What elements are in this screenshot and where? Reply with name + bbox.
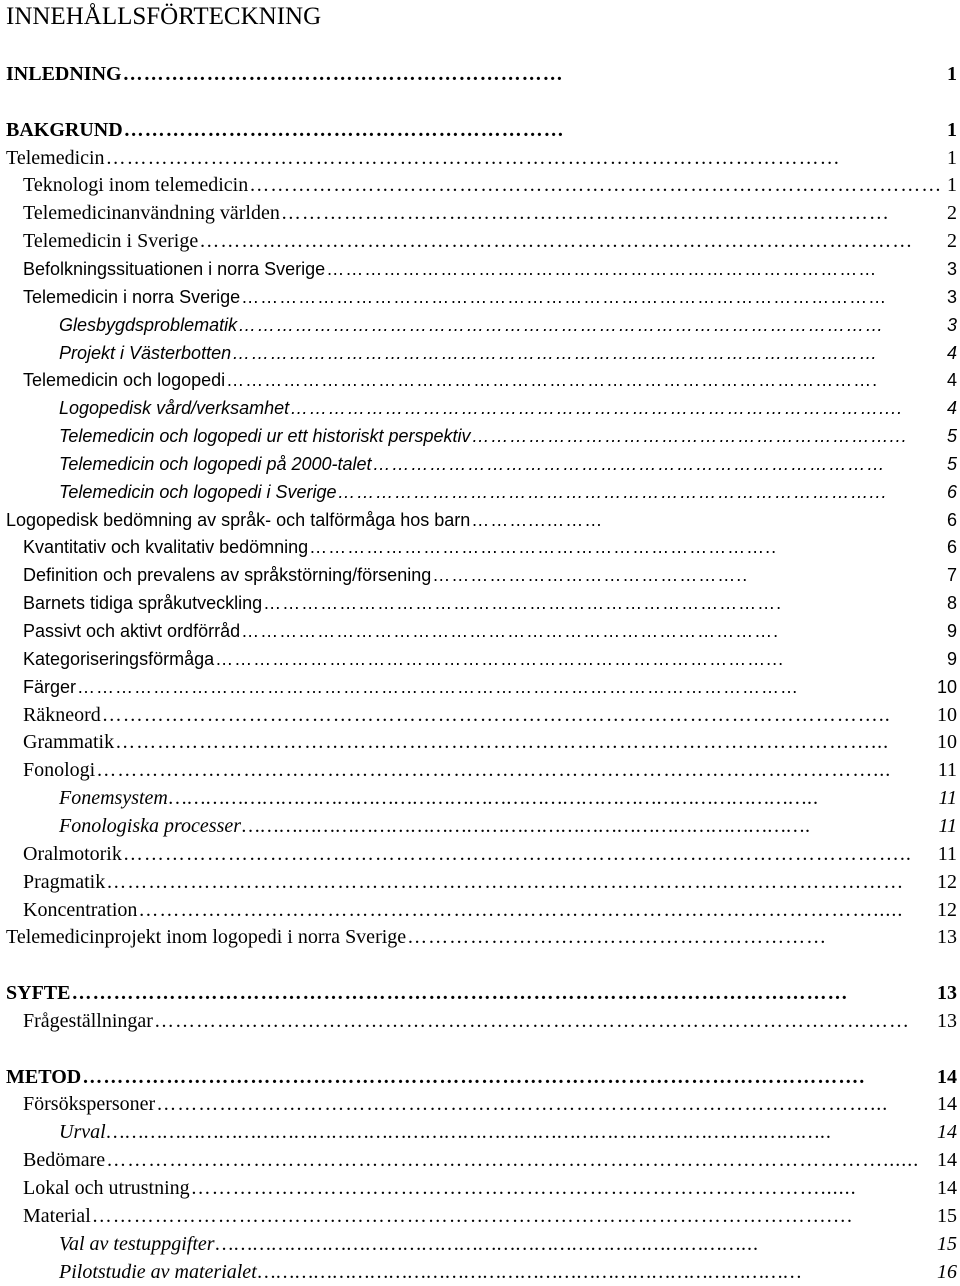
toc-entry-title: Urval	[59, 1121, 106, 1143]
toc-entry-title: Telemedicin i Sverige	[23, 230, 199, 252]
toc-entry-leader: …………………………………………………………………………...	[215, 1233, 760, 1255]
toc-entry[interactable]	[0, 589, 957, 617]
toc-entry-leader: ……………………………………………………………………………….	[242, 815, 812, 837]
toc-entry-page-number: 13	[937, 982, 957, 1004]
toc-entry[interactable]	[0, 199, 957, 227]
toc-entry-title: Bedömare	[23, 1149, 106, 1171]
toc-entry-page-number: 1	[947, 174, 957, 196]
toc-entry[interactable]	[0, 701, 957, 729]
toc-entry-page-number: 3	[946, 315, 957, 335]
toc-entry-title: Telemedicin och logopedi ur ett historiskt perspektiv	[59, 426, 471, 446]
toc-entry[interactable]	[0, 1090, 957, 1118]
toc-entry-title: Telemedicin och logopedi	[23, 370, 226, 390]
toc-entry-title: Telemedicinanvändning världen	[23, 202, 280, 224]
toc-entry-title: Räkneord	[23, 704, 101, 726]
toc-entry[interactable]	[0, 645, 957, 673]
toc-entry-leader: ……………………………………………………………………….	[263, 593, 783, 613]
toc-entry-title: Projekt i Västerbotten	[59, 343, 232, 363]
toc-entry-page-number: 7	[946, 565, 957, 585]
toc-entry[interactable]	[0, 840, 957, 868]
toc-entry[interactable]	[0, 144, 957, 172]
toc-entry-page-number: 4	[946, 370, 957, 390]
toc-entry-title: SYFTE	[6, 982, 71, 1004]
toc-entry-page-number: 1	[947, 63, 957, 85]
toc-entry-leader: …………………………………………………………………………………....	[290, 398, 904, 418]
toc-entry-title: Barnets tidiga språkutveckling	[23, 593, 263, 613]
toc-entry-leader: …………………………………………………………………………………………	[238, 315, 885, 335]
toc-entry-title: Färger	[23, 677, 77, 697]
toc-entry[interactable]	[0, 812, 957, 840]
toc-entry-title: Definition och prevalens av språkstörning/försening	[23, 565, 432, 585]
toc-entry-title: Fonologiska processer	[59, 815, 242, 837]
toc-entry-leader: …………………………………………………………………………………………………	[71, 982, 849, 1004]
toc-entry-title: Fonologi	[23, 759, 96, 781]
toc-entry-title: Befolkningssituationen i norra Sverige	[23, 259, 326, 279]
toc-entry-page-number: 14	[937, 1093, 957, 1115]
toc-entry-leader: ………………………………………………………………………….	[241, 621, 780, 641]
toc-entry-page-number: 9	[946, 649, 957, 669]
toc-entry-leader: …………………………………………………………………………...	[337, 482, 888, 502]
toc-entry-leader: …………………………………………………………………………………………….…	[91, 1205, 854, 1227]
toc-entry-page-number: 14	[937, 1066, 957, 1088]
toc-entry-title: Oralmotorik	[23, 843, 122, 865]
toc-entry-page-number: 1	[947, 119, 957, 141]
toc-entry-page-number: 10	[937, 704, 957, 726]
toc-entry-leader: ………………………………………………………………..	[309, 537, 778, 557]
toc-entry[interactable]	[0, 1146, 957, 1174]
toc-entry[interactable]	[0, 756, 957, 784]
toc-entry[interactable]	[0, 450, 957, 478]
toc-entry[interactable]	[0, 506, 957, 534]
toc-entry-title: INLEDNING	[6, 63, 122, 85]
toc-entry-leader: ……………………………………………………………………………	[280, 202, 890, 224]
toc-entry-leader: ……………………………………………………	[407, 926, 828, 948]
toc-entry-page-number: 1	[947, 147, 957, 169]
toc-entry-title: Telemedicin	[6, 147, 105, 169]
toc-entry-page-number: 11	[937, 759, 957, 781]
toc-entry[interactable]	[0, 728, 957, 756]
toc-entry-page-number: 15	[937, 1205, 957, 1227]
page-title: INNEHÅLLSFÖRTECKNING	[6, 3, 322, 30]
toc-entry-page-number: 6	[946, 537, 957, 557]
toc-entry[interactable]	[0, 561, 957, 589]
toc-entry-leader: ………………………………………………………………………	[372, 454, 886, 474]
toc-entry-title: Försökspersoner	[23, 1093, 156, 1115]
toc-entry-title: Kvantitativ och kvalitativ bedömning	[23, 537, 309, 557]
toc-entry-title: Telemedicinprojekt inom logopedi i norra Sverige	[6, 926, 407, 948]
toc-entry-page-number: 8	[946, 593, 957, 613]
toc-entry[interactable]	[0, 1258, 957, 1286]
toc-entry-page-number: 14	[937, 1149, 957, 1171]
toc-entry-leader: ……………………………………………………………………………………………………	[77, 677, 800, 697]
toc-entry-title: Logopedisk bedömning av språk- och talförmåga hos barn	[6, 510, 471, 530]
toc-entry-page-number: 5	[946, 454, 957, 474]
toc-entry-page-number: 12	[937, 871, 957, 893]
toc-entry[interactable]	[0, 1063, 957, 1091]
toc-entry-leader: ……………………………………………………………………………………………………	[106, 871, 905, 893]
toc-entry-page-number: 3	[946, 287, 957, 307]
toc-entry-page-number: 13	[937, 926, 957, 948]
toc-entry-page-number: 12	[937, 899, 957, 921]
toc-entry-leader: …………………………………………………………………………………………….....	[138, 899, 904, 921]
toc-entry-leader: ………………………………………………………………………………......	[190, 1177, 857, 1199]
toc-entry[interactable]	[0, 1118, 957, 1146]
toc-entry-leader: …………………………………………………………………………………………	[241, 287, 888, 307]
toc-entry-page-number: 11	[938, 815, 957, 837]
toc-entry-page-number: 6	[946, 510, 957, 530]
toc-entry-title: Logopedisk vård/verksamhet	[59, 398, 290, 418]
toc-entry[interactable]	[0, 366, 957, 394]
toc-entry-leader: …………………………………………………………………………………………...	[156, 1093, 889, 1115]
toc-entry-title: Frågeställningar	[23, 1010, 153, 1032]
toc-entry-leader: …………………………………………………………………………………………………..	[122, 843, 912, 865]
toc-entry[interactable]	[0, 533, 957, 561]
toc-entry-title: BAKGRUND	[6, 119, 123, 141]
toc-entry-page-number: 10	[936, 677, 957, 697]
toc-entry[interactable]	[0, 1174, 957, 1202]
toc-entry[interactable]	[0, 60, 957, 88]
toc-entry-title: Pragmatik	[23, 871, 106, 893]
toc-entry-leader: …………………………………………………………………………………………………..	[101, 704, 891, 726]
toc-entry-leader: …………………………………………………………………………………………………......	[106, 1149, 920, 1171]
toc-entry[interactable]	[0, 171, 957, 199]
toc-entry-page-number: 10	[937, 731, 957, 753]
toc-entry-title: Kategoriseringsförmåga	[23, 649, 215, 669]
toc-entry-title: Telemedicin och logopedi på 2000-talet	[59, 454, 372, 474]
toc-entry-title: Glesbygdsproblematik	[59, 315, 238, 335]
toc-entry-page-number: 13	[937, 1010, 957, 1032]
toc-entry-title: Lokal och utrustning	[23, 1177, 190, 1199]
toc-entry-page-number: 2	[947, 202, 957, 224]
toc-entry-page-number: 4	[946, 398, 957, 418]
toc-entry[interactable]	[0, 255, 957, 283]
toc-entry[interactable]	[0, 478, 957, 506]
toc-entry-page-number: 3	[946, 259, 957, 279]
toc-entry-title: Pilotstudie av materialet	[59, 1261, 257, 1283]
toc-entry[interactable]	[0, 868, 957, 896]
toc-entry-page-number: 6	[946, 482, 957, 502]
toc-entry-leader: ………...………	[471, 510, 604, 530]
toc-entry[interactable]	[0, 339, 957, 367]
toc-entry[interactable]	[0, 1007, 957, 1035]
toc-entry-leader: ………………………………………………………	[122, 63, 564, 85]
toc-entry-leader: ……………………………………………………………………………………………………..	[106, 1121, 833, 1143]
toc-entry-leader: …………………………………………………………………………………………	[199, 230, 914, 252]
toc-entry-page-number: 9	[946, 621, 957, 641]
toc-entry-page-number: 16	[937, 1261, 957, 1283]
toc-entry-leader: ………………………………………………………………………………………………...	[115, 731, 890, 753]
toc-entry-title: Teknologi inom telemedicin	[23, 174, 249, 196]
toc-entry-title: Telemedicin i norra Sverige	[23, 287, 241, 307]
toc-entry-title: Val av testuppgifter	[59, 1233, 215, 1255]
toc-entry-page-number: 14	[937, 1177, 957, 1199]
toc-entry-leader: …………………………………………………………………………………………	[232, 343, 879, 363]
toc-entry-leader: ……………………………………………………………………………	[257, 1261, 803, 1283]
toc-entry-page-number: 11	[938, 787, 957, 809]
toc-entry-title: Telemedicin och logopedi i Sverige	[59, 482, 337, 502]
toc-entry[interactable]	[0, 923, 957, 951]
toc-entry-leader: ………………………………………………………	[123, 119, 565, 141]
toc-entry[interactable]	[0, 896, 957, 924]
toc-entry-title: Grammatik	[23, 731, 115, 753]
toc-entry-page-number: 5	[946, 426, 957, 446]
toc-entry-leader: …………………………………………………………………………………………………...	[96, 759, 892, 781]
toc-entry-title: Koncentration	[23, 899, 138, 921]
toc-entry-leader: …………………………………………………………………………………………..	[168, 787, 820, 809]
toc-entry-leader: ………………………………………………………………………………………………	[153, 1010, 910, 1032]
toc-entry[interactable]	[0, 311, 957, 339]
toc-entry-leader: ………………………………………………………………………………………….	[226, 370, 879, 390]
toc-entry[interactable]	[0, 784, 957, 812]
toc-entry-leader: ……………………………………………………………………………...	[215, 649, 785, 669]
toc-entry-page-number: 14	[937, 1121, 957, 1143]
toc-entry[interactable]	[0, 116, 957, 144]
toc-entry-leader: ……………………………………………………………………………	[326, 259, 878, 279]
toc-entry[interactable]	[0, 422, 957, 450]
toc-entry-page-number: 15	[937, 1233, 957, 1255]
toc-entry-leader: ………………………………………………………………………………………	[249, 174, 943, 196]
toc-entry-leader: ……………………………………………………………………………………………	[105, 147, 841, 169]
toc-entry[interactable]	[0, 673, 957, 701]
toc-entry[interactable]	[0, 283, 957, 311]
toc-entry-title: Passivt och aktivt ordförråd	[23, 621, 241, 641]
toc-entry[interactable]	[0, 227, 957, 255]
toc-entry-page-number: 11	[937, 843, 957, 865]
toc-entry[interactable]	[0, 1230, 957, 1258]
toc-entry-leader: …………………………………………..	[432, 565, 749, 585]
toc-entry-title: Fonemsystem	[59, 787, 168, 809]
toc-entry[interactable]	[0, 617, 957, 645]
toc-entry-page-number: 4	[946, 343, 957, 363]
toc-entry-leader: ………………………………………………………………………………………………….	[82, 1066, 866, 1088]
toc-entry-page-number: 2	[947, 230, 957, 252]
toc-entry[interactable]	[0, 1202, 957, 1230]
toc-entry[interactable]	[0, 979, 957, 1007]
toc-entry-title: METOD	[6, 1066, 82, 1088]
toc-entry-leader: …………………………………………………………...	[471, 426, 908, 446]
toc-entry[interactable]	[0, 394, 957, 422]
toc-entry-title: Material	[23, 1205, 91, 1227]
